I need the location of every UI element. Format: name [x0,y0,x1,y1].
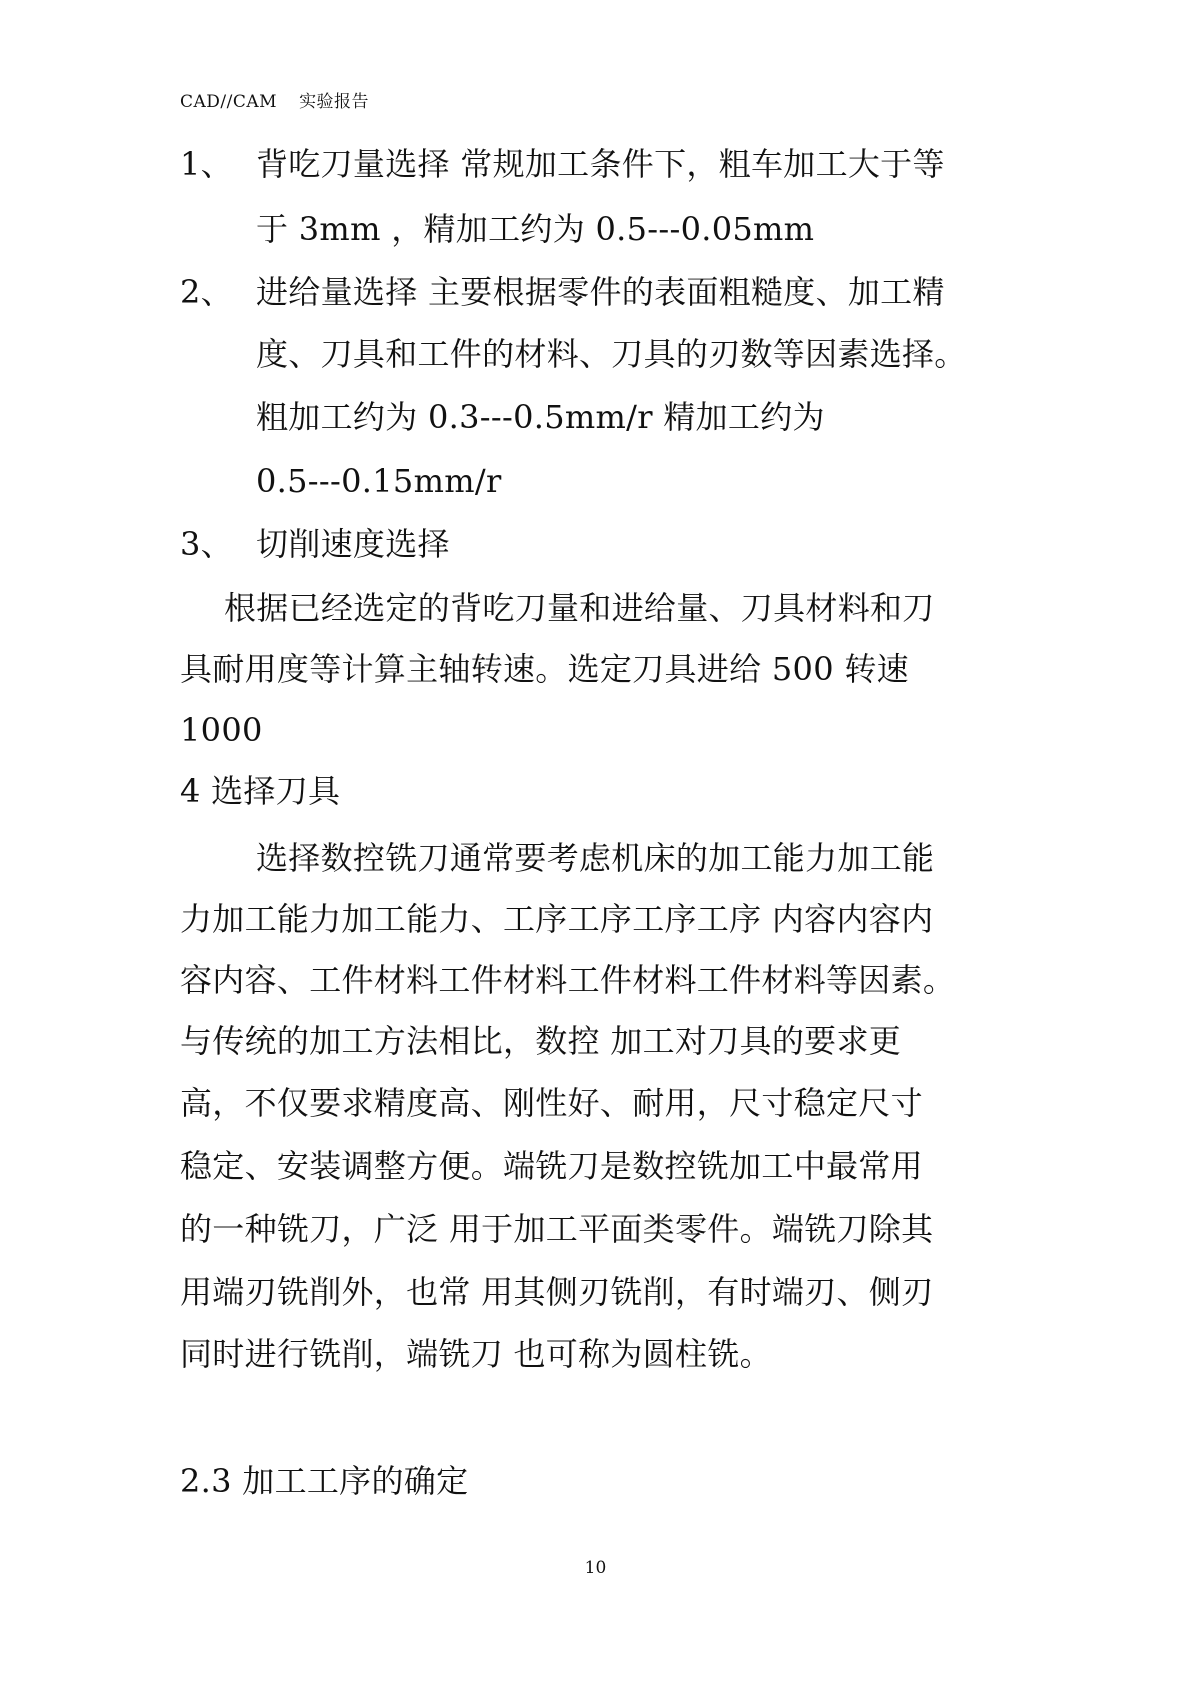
paragraph-2-line-7: 的一种铣刀，广泛 用于加工平面类零件。端铣刀除其 [180,1210,934,1248]
list-item-1-line-2: 于 3mm ，精加工约为 0.5---0.05mm [256,210,815,248]
list-item-3-line-1 [180,525,450,563]
paragraph-2-line-4: 与传统的加工方法相比，数控 加工对刀具的要求更 [180,1022,902,1060]
paragraph-2-line-6: 稳定、安装调整方便。端铣刀是数控铣加工中最常用 [180,1147,923,1185]
list-item-number: 1、 [180,145,233,183]
list-item-2-line-4: 0.5---0.15mm/r [256,462,502,500]
paragraph-1-line-2: 具耐用度等计算主轴转速。选定刀具进给 500 转速 [180,650,909,688]
list-item-text: 背吃刀量选择 常规加工条件下，粗车加工大于等 [256,145,945,183]
section-4-heading: 4 选择刀具 [180,772,341,810]
section-2-3-heading: 2.3 加工工序的确定 [180,1462,469,1500]
paragraph-1-line-1: 根据已经选定的背吃刀量和进给量、刀具材料和刀 [224,589,935,627]
list-item-2-line-1 [180,273,945,311]
list-item-text: 进给量选择 主要根据零件的表面粗糙度、加工精 [256,273,945,311]
paragraph-1-line-3: 1000 [180,711,263,749]
page-header [180,87,369,112]
list-item-number: 3、 [180,525,233,563]
page-number: 10 [584,1558,607,1578]
header-title: 实验报告 [299,92,370,112]
header-course: CAD//CAM [180,92,278,112]
list-item-2-line-3: 粗加工约为 0.3---0.5mm/r 精加工约为 [256,398,825,436]
list-item-1-line-1 [180,145,945,183]
paragraph-2-line-9: 同时进行铣削，端铣刀 也可称为圆柱铣。 [180,1335,772,1373]
paragraph-2-line-5: 高，不仅要求精度高、刚性好、耐用，尺寸稳定尺寸 [180,1084,923,1122]
paragraph-2-line-8: 用端刃铣削外，也常 用其侧刃铣削，有时端刃、侧刃 [180,1273,934,1311]
paragraph-2-line-1: 选择数控铣刀通常要考虑机床的加工能力加工能 [256,839,935,877]
paragraph-2-line-2: 力加工能力加工能力、工序工序工序工序 内容内容内 [180,900,934,938]
list-item-text: 切削速度选择 [256,525,450,563]
list-item-2-line-2: 度、刀具和工件的材料、刀具的刃数等因素选择。 [256,335,967,373]
list-item-number: 2、 [180,273,233,311]
paragraph-2-line-3: 容内容、工件材料工件材料工件材料工件材料等因素。 [180,961,956,999]
